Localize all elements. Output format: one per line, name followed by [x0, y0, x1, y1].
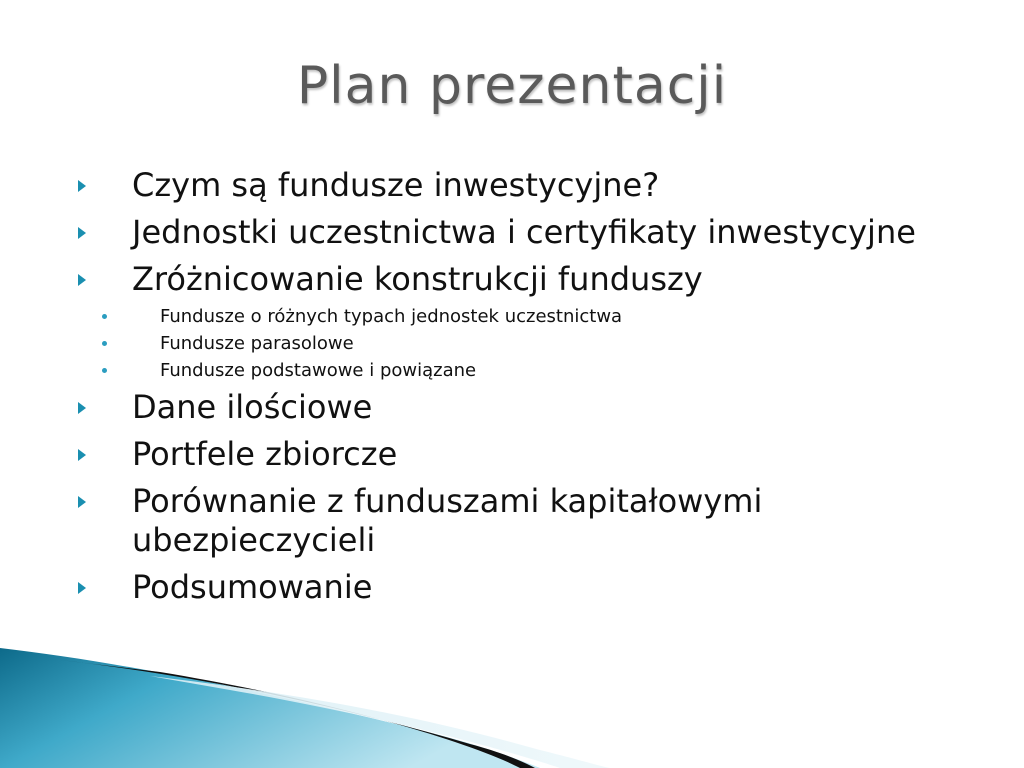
sub-list-item	[74, 330, 974, 357]
list-item	[74, 482, 974, 560]
triangle-arrow-icon	[78, 582, 86, 594]
dot-icon	[102, 368, 107, 373]
list-item-label: Podsumowanie	[132, 568, 373, 606]
list-item	[74, 388, 974, 427]
triangle-arrow-icon	[78, 449, 86, 461]
sub-list-item-label: Fundusze podstawowe i powiązane	[160, 360, 477, 381]
list-item	[74, 213, 974, 252]
list-item-label: Jednostki uczestnictwa i certyfikaty inwestycyjne	[132, 213, 916, 251]
slide-title: Plan prezentacji	[296, 56, 728, 116]
triangle-arrow-icon	[78, 496, 86, 508]
triangle-arrow-icon	[78, 227, 86, 239]
list-item-label: Czym są fundusze inwestycyjne?	[132, 166, 660, 204]
dot-icon	[102, 314, 107, 319]
list-item-label: Porównanie z funduszami kapitałowymi ubezpieczycieli	[132, 482, 763, 559]
dot-icon	[102, 341, 107, 346]
bullet-list	[74, 166, 974, 615]
triangle-arrow-icon	[78, 274, 86, 286]
sub-list-item-label: Fundusze parasolowe	[160, 333, 354, 354]
sub-list	[74, 303, 974, 384]
list-item-label: Dane ilościowe	[132, 388, 373, 426]
list-item	[74, 568, 974, 607]
list-item-label: Zróżnicowanie konstrukcji funduszy	[132, 260, 703, 298]
triangle-arrow-icon	[78, 402, 86, 414]
list-item	[74, 260, 974, 299]
list-item-label: Portfele zbiorcze	[132, 435, 398, 473]
sub-list-item	[74, 303, 974, 330]
triangle-arrow-icon	[78, 180, 86, 192]
sub-list-item-label: Fundusze o różnych typach jednostek uczestnictwa	[160, 306, 623, 327]
sub-list-item	[74, 357, 974, 384]
list-item	[74, 435, 974, 474]
list-item	[74, 166, 974, 205]
